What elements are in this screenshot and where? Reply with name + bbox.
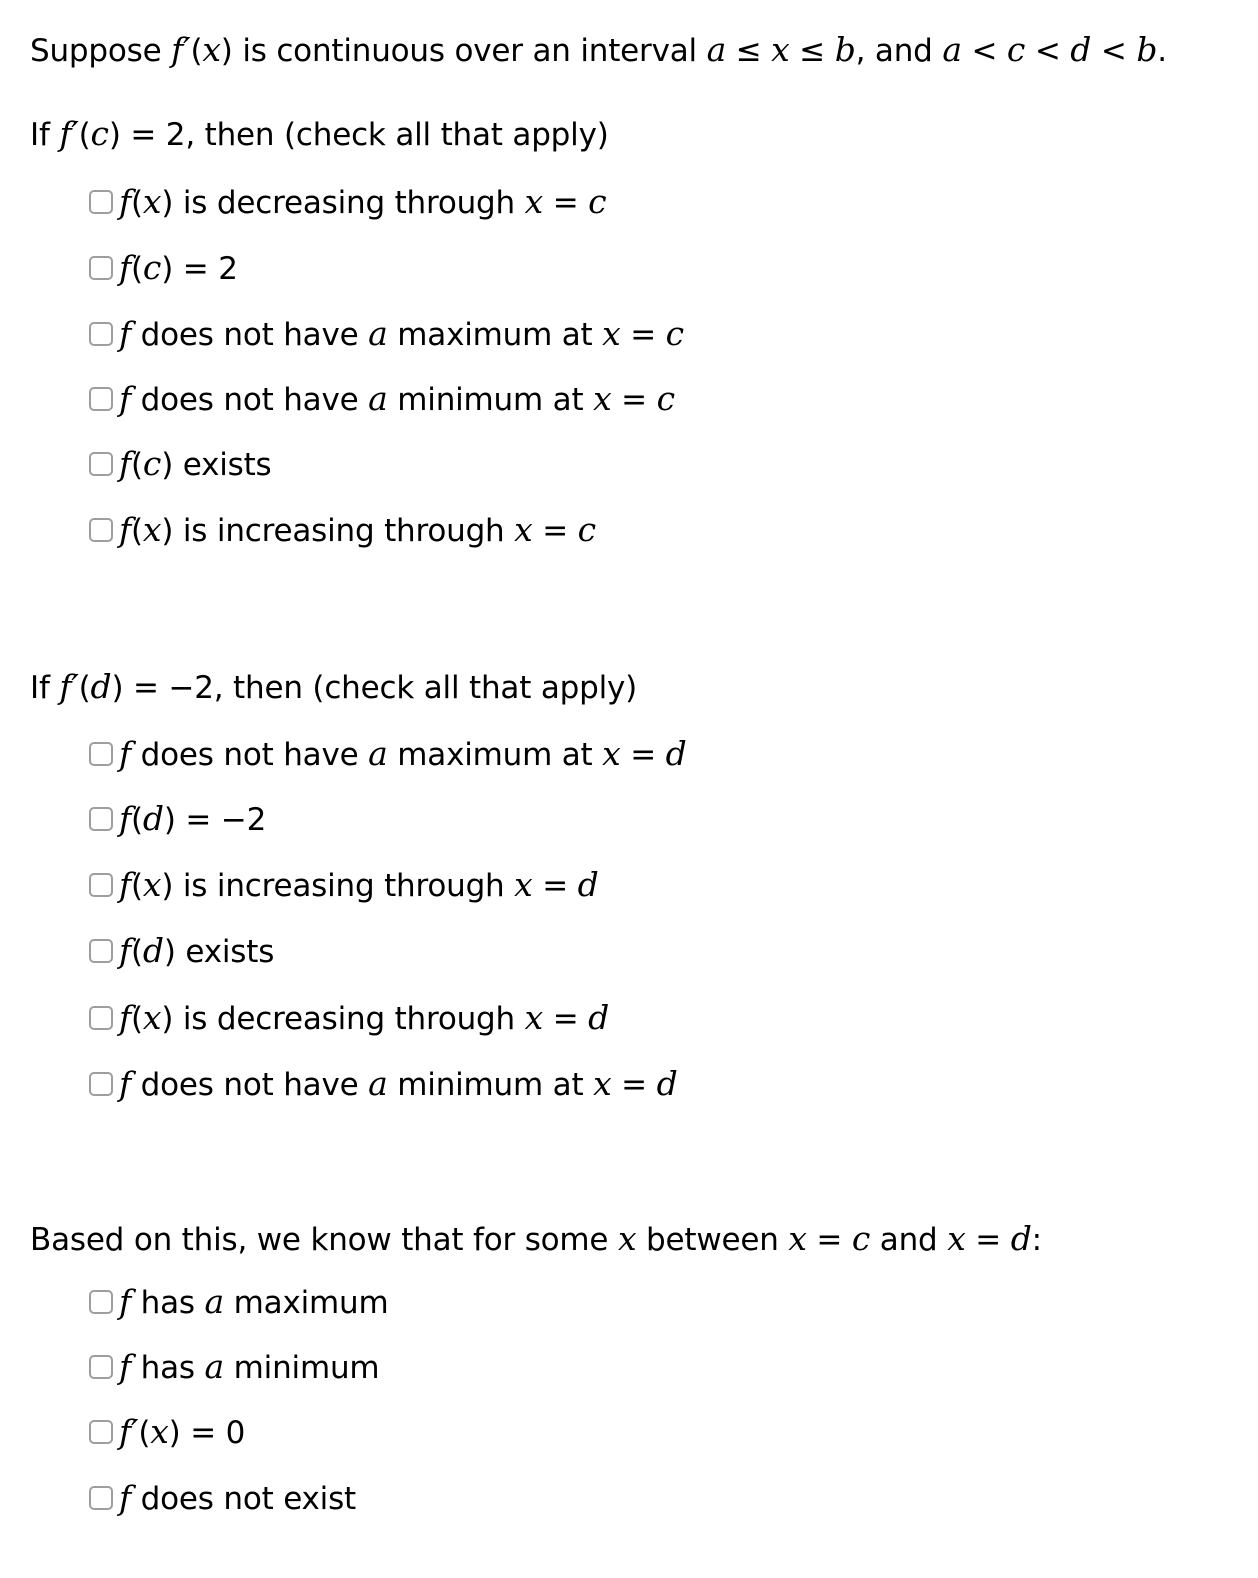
q1-option-4-checkbox[interactable] [89, 387, 113, 411]
q2-option-3[interactable] [89, 865, 599, 905]
q2-option-4-label: f(d) exists [119, 930, 275, 970]
q2-option-4-checkbox[interactable] [89, 939, 113, 963]
q3-option-1-checkbox[interactable] [89, 1290, 113, 1314]
q3-option-3[interactable] [89, 1412, 245, 1452]
q3-option-4-checkbox[interactable] [89, 1486, 113, 1510]
q3-option-2-label: f has a minimum [119, 1346, 380, 1386]
q1-option-2-label: f(c) = 2 [119, 247, 238, 287]
q1-option-6[interactable] [89, 510, 596, 550]
q2-option-1[interactable] [89, 734, 687, 774]
q2-option-6-label: f does not have a minimum at x = d [119, 1063, 678, 1103]
q3-option-2-checkbox[interactable] [89, 1355, 113, 1379]
q1-option-1[interactable] [89, 182, 606, 222]
q2-option-4[interactable] [89, 931, 274, 971]
q2-option-3-label: f(x) is increasing through x = d [119, 864, 599, 904]
q1-option-2[interactable] [89, 248, 238, 288]
q1-option-4-label: f does not have a minimum at x = c [119, 378, 675, 418]
intro-text: Suppose f′(x) is continuous over an interval a ≤ x ≤ b, and a < c < d < b. [30, 30, 1167, 69]
q1-option-1-label: f(x) is decreasing through x = c [119, 181, 607, 221]
question-2-prompt: If f′(d) = −2, then (check all that apply) [30, 667, 638, 706]
q1-option-2-checkbox[interactable] [89, 256, 113, 280]
q1-option-6-checkbox[interactable] [89, 518, 113, 542]
q1-option-3[interactable] [89, 314, 684, 354]
question-1-prompt: If f′(c) = 2, then (check all that apply) [30, 114, 609, 153]
q1-option-3-label: f does not have a maximum at x = c [119, 313, 684, 353]
q1-option-1-checkbox[interactable] [89, 190, 113, 214]
q3-option-3-label: f′(x) = 0 [119, 1411, 246, 1451]
q3-option-3-checkbox[interactable] [89, 1420, 113, 1444]
q3-option-4-label: f does not exist [119, 1477, 357, 1517]
q1-option-5[interactable] [89, 444, 272, 484]
q1-option-5-label: f(c) exists [119, 443, 272, 483]
q2-option-5-checkbox[interactable] [89, 1006, 113, 1030]
q2-option-1-label: f does not have a maximum at x = d [119, 733, 687, 773]
q1-option-3-checkbox[interactable] [89, 322, 113, 346]
q2-option-1-checkbox[interactable] [89, 742, 113, 766]
q3-option-4[interactable] [89, 1478, 356, 1518]
q1-option-5-checkbox[interactable] [89, 452, 113, 476]
q2-option-6-checkbox[interactable] [89, 1072, 113, 1096]
q2-option-6[interactable] [89, 1064, 678, 1104]
q3-option-1-label: f has a maximum [119, 1281, 389, 1321]
q2-option-5-label: f(x) is decreasing through x = d [119, 997, 610, 1037]
q3-option-1[interactable] [89, 1282, 388, 1322]
q2-option-2-checkbox[interactable] [89, 807, 113, 831]
q2-option-3-checkbox[interactable] [89, 873, 113, 897]
q1-option-4[interactable] [89, 379, 675, 419]
q3-option-2[interactable] [89, 1347, 379, 1387]
q2-option-5[interactable] [89, 998, 609, 1038]
q2-option-2-label: f(d) = −2 [119, 798, 267, 838]
question-3-prompt: Based on this, we know that for some x between x = c and x = d: [30, 1219, 1042, 1258]
q1-option-6-label: f(x) is increasing through x = c [119, 509, 596, 549]
q2-option-2[interactable] [89, 799, 266, 839]
